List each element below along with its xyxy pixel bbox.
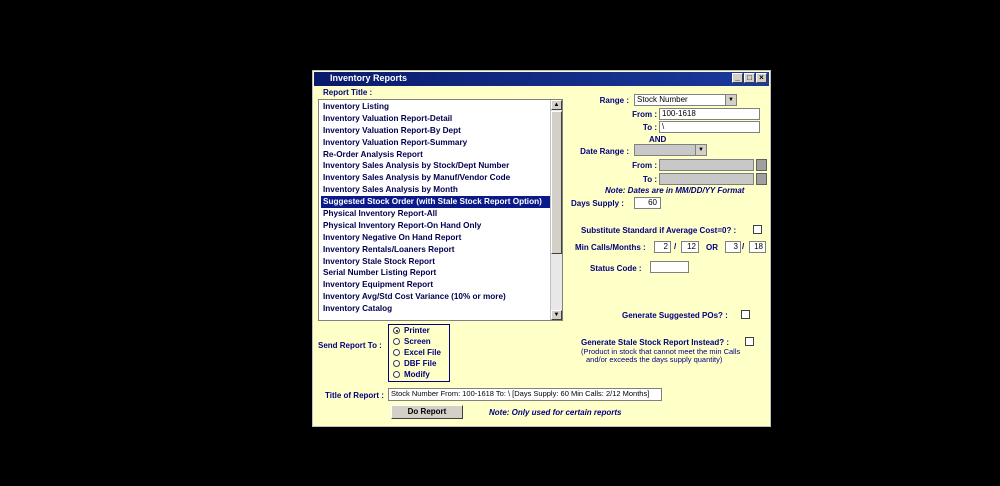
min-calls-sep-2: / [742,242,745,251]
report-list-item[interactable]: Inventory Avg/Std Cost Variance (10% or more) [323,292,506,302]
status-code-label: Status Code : [590,264,642,273]
date-from-picker-button[interactable] [756,159,767,171]
report-list-item[interactable]: Inventory Rentals/Loaners Report [323,244,455,254]
radio-excel-label: Excel File [404,348,441,357]
radio-screen[interactable] [393,337,431,346]
inventory-reports-window [312,70,771,427]
date-to-input[interactable] [659,173,754,185]
radio-modify-label: Modify [404,370,430,379]
range-to-input[interactable]: \ [659,121,760,133]
substitute-checkbox[interactable] [753,225,762,234]
chevron-down-icon[interactable]: ▼ [725,95,736,105]
range-label: Range : [599,96,629,105]
title-of-report-input[interactable]: Stock Number From: 100-1618 To: \ [Days Supply: 60 Min Calls: 2/12 Months] [388,388,662,401]
radio-dbf-file[interactable] [393,359,436,368]
report-title-label: Report Title : [323,88,373,97]
min-calls-2-input[interactable]: 3 [725,241,741,253]
date-range-label: Date Range : [580,147,629,156]
report-list-item[interactable]: Serial Number Listing Report [323,268,437,278]
radio-screen-label: Screen [404,337,431,346]
send-report-label: Send Report To : [318,341,382,350]
radio-modify[interactable] [393,370,430,379]
radio-dot-icon [393,327,400,334]
scroll-up-icon[interactable]: ▲ [551,100,562,110]
report-list-item[interactable]: Inventory Valuation Report-Detail [323,113,453,123]
report-list-item[interactable]: Inventory Sales Analysis by Manuf/Vendor Code [323,173,511,183]
days-supply-input[interactable]: 60 [634,197,661,209]
do-report-button[interactable]: Do Report [391,405,463,419]
range-from-label: From : [632,110,657,119]
radio-dot-icon [393,338,400,345]
report-list-item[interactable]: Physical Inventory Report-On Hand Only [323,220,482,230]
window-title: Inventory Reports [330,73,408,83]
radio-dot-icon [393,349,400,356]
date-range-select[interactable] [634,144,707,156]
min-calls-1-input[interactable]: 2 [654,241,671,253]
report-list-item[interactable]: Inventory Valuation Report-Summary [323,137,468,147]
generate-pos-label: Generate Suggested POs? : [622,311,728,320]
status-code-input[interactable] [650,261,689,273]
stale-stock-label: Generate Stale Stock Report Instead? : [581,338,730,347]
report-list-item[interactable]: Inventory Listing [323,102,389,111]
report-list-item[interactable]: Inventory Sales Analysis by Month [323,185,458,195]
days-supply-label: Days Supply : [571,199,624,208]
report-list-item[interactable]: Inventory Negative On Hand Report [323,232,462,242]
bottom-note: Note: Only used for certain reports [489,408,622,417]
range-to-label: To : [642,123,657,132]
range-select-value: Stock Number [637,95,688,104]
min-months-1-input[interactable]: 12 [681,241,699,253]
report-list-item[interactable]: Inventory Sales Analysis by Stock/Dept Number [323,161,510,171]
range-select[interactable] [634,94,737,106]
radio-dot-icon [393,371,400,378]
min-calls-label: Min Calls/Months : [575,243,646,252]
report-list-item[interactable]: Inventory Equipment Report [323,280,434,290]
radio-printer-label: Printer [404,326,430,335]
title-of-report-label: Title of Report : [325,391,384,400]
scroll-down-icon[interactable]: ▼ [551,310,562,320]
scroll-thumb[interactable] [551,111,562,254]
min-calls-sep-1: / [674,242,677,251]
date-format-note: Note: Dates are in MM/DD/YY Format [605,186,745,195]
date-to-label: To : [642,175,657,184]
maximize-icon[interactable]: □ [744,73,755,83]
report-list-item[interactable]: Inventory Valuation Report-By Dept [323,125,461,135]
report-list[interactable] [318,99,563,321]
send-report-options [388,324,450,382]
title-bar [314,72,769,86]
stale-stock-note-1: (Product in stock that cannot meet the min Calls [581,347,741,356]
report-list-item[interactable]: Suggested Stock Order (with Stale Stock Report Option) [321,196,550,208]
or-label: OR [706,243,718,252]
range-from-input[interactable]: 100-1618 [659,108,760,120]
report-list-item[interactable]: Inventory Catalog [323,304,393,314]
chevron-down-icon[interactable]: ▼ [695,145,706,155]
min-months-2-input[interactable]: 18 [749,241,766,253]
date-from-input[interactable] [659,159,754,171]
substitute-label: Substitute Standard if Average Cost=0? : [581,226,737,235]
report-list-item[interactable]: Physical Inventory Report-All [323,209,438,219]
date-from-label: From : [632,161,657,170]
radio-excel-file[interactable] [393,348,441,357]
and-label: AND [649,135,667,144]
report-list-item[interactable]: Re-Order Analysis Report [323,149,423,159]
generate-pos-checkbox[interactable] [741,310,750,319]
radio-dbf-label: DBF File [404,359,437,368]
stale-stock-note-2: and/or exceeds the days supply quantity) [586,355,723,364]
stale-stock-checkbox[interactable] [745,337,754,346]
report-list-item[interactable]: Inventory Stale Stock Report [323,256,435,266]
close-icon[interactable]: × [756,73,767,83]
radio-dot-icon [393,360,400,367]
date-to-picker-button[interactable] [756,173,767,185]
radio-printer[interactable] [393,326,430,335]
minimize-icon[interactable]: _ [732,73,743,83]
report-list-scrollbar[interactable] [550,100,562,320]
